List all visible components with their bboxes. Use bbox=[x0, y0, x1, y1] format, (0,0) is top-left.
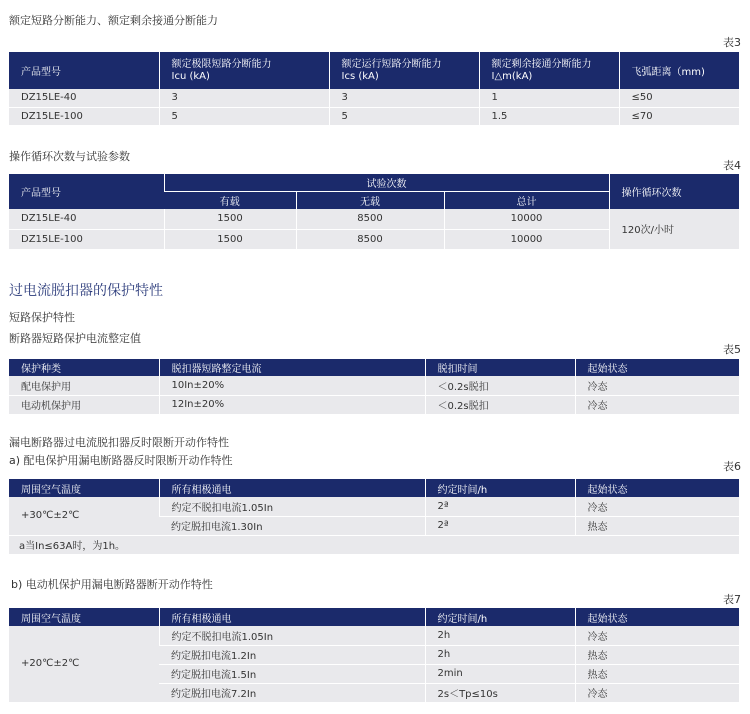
cell-model: DZ15LE-40 bbox=[9, 89, 159, 107]
cell-initial-state: 冷态 bbox=[575, 376, 739, 395]
header-trip-time: 脱扣时间 bbox=[425, 359, 575, 376]
short-circuit-table bbox=[9, 359, 739, 415]
header-trip-current: 脱扣器短路整定电流 bbox=[159, 359, 425, 376]
cell-idm: 1.5 bbox=[479, 107, 619, 125]
section-title-operation-cycles: 操作循环次数与试验参数 bbox=[9, 150, 130, 163]
table-footnote-row bbox=[9, 535, 739, 554]
cell-total: 10000 bbox=[444, 229, 609, 249]
cell-current: 约定脱扣电流1.2In bbox=[159, 645, 425, 664]
cell-arc: ≤50 bbox=[619, 89, 739, 107]
footnote: a当In≤63A时，为1h。 bbox=[9, 535, 739, 554]
cell-ics: 3 bbox=[329, 89, 479, 107]
subtitle-setting-values: 断路器短路保护电流整定值 bbox=[9, 332, 141, 345]
cell-icu: 5 bbox=[159, 107, 329, 125]
header-model: 产品型号 bbox=[9, 174, 164, 209]
cell-idm: 1 bbox=[479, 89, 619, 107]
cell-trip-time: ＜0.2s脱扣 bbox=[425, 395, 575, 414]
cell-current: 约定脱扣电流1.30In bbox=[159, 516, 425, 535]
cell-state: 热态 bbox=[575, 516, 739, 535]
table-label-5: 表5 bbox=[723, 343, 741, 356]
cell-model: DZ15LE-100 bbox=[9, 229, 164, 249]
cell-state: 冷态 bbox=[575, 683, 739, 702]
cell-temperature: +30℃±2℃ bbox=[9, 497, 159, 535]
subtitle-short-circuit: 短路保护特性 bbox=[9, 311, 75, 324]
cell-unloaded: 8500 bbox=[296, 209, 444, 229]
cell-time: 2ª bbox=[425, 497, 575, 516]
cell-total: 10000 bbox=[444, 209, 609, 229]
cell-time: 2ª bbox=[425, 516, 575, 535]
header-cycle-count: 操作循环次数 bbox=[609, 174, 739, 209]
cell-model: DZ15LE-100 bbox=[9, 107, 159, 125]
header-test-count: 试验次数 bbox=[164, 174, 609, 191]
ratings-table bbox=[9, 52, 739, 126]
header-arc-distance: 飞弧距离（mm) bbox=[619, 52, 739, 89]
table-row bbox=[9, 89, 739, 107]
cell-current: 约定脱扣电流7.2In bbox=[159, 683, 425, 702]
header-agreed-time: 约定时间/h bbox=[425, 608, 575, 626]
cell-initial-state: 冷态 bbox=[575, 395, 739, 414]
cell-protection-type: 电动机保护用 bbox=[9, 395, 159, 414]
cell-trip-current: 12In±20% bbox=[159, 395, 425, 414]
cell-trip-current: 10In±20% bbox=[159, 376, 425, 395]
table-row bbox=[9, 395, 739, 414]
cell-state: 热态 bbox=[575, 645, 739, 664]
header-initial-state: 起始状态 bbox=[575, 479, 739, 497]
table-label-4: 表4 bbox=[723, 159, 741, 172]
cell-time: 2s＜Tp≤10s bbox=[425, 683, 575, 702]
header-loaded: 有载 bbox=[164, 191, 296, 209]
header-unloaded: 无载 bbox=[296, 191, 444, 209]
section-title-ratings: 额定短路分断能力、额定剩余接通分断能力 bbox=[9, 14, 218, 27]
subtitle-motor: b) 电动机保护用漏电断路器断开动作特性 bbox=[11, 578, 213, 591]
header-agreed-time: 约定时间/h bbox=[425, 479, 575, 497]
header-icu: 额定极限短路分断能力 Icu (kA) bbox=[159, 52, 329, 89]
cell-time: 2min bbox=[425, 664, 575, 683]
table-row bbox=[9, 626, 739, 645]
operation-cycles-table bbox=[9, 174, 739, 250]
header-total: 总计 bbox=[444, 191, 609, 209]
header-ics: 额定运行短路分断能力 Ics (kA) bbox=[329, 52, 479, 89]
header-initial-state: 起始状态 bbox=[575, 608, 739, 626]
header-protection-type: 保护种类 bbox=[9, 359, 159, 376]
motor-protection-table bbox=[9, 608, 739, 703]
cell-loaded: 1500 bbox=[164, 229, 296, 249]
cell-arc: ≤70 bbox=[619, 107, 739, 125]
table-row bbox=[9, 497, 739, 516]
cell-unloaded: 8500 bbox=[296, 229, 444, 249]
cell-icu: 3 bbox=[159, 89, 329, 107]
header-model: 产品型号 bbox=[9, 52, 159, 89]
cell-cycle-rate: 120次/小时 bbox=[609, 209, 739, 249]
cell-state: 冷态 bbox=[575, 497, 739, 516]
cell-time: 2h bbox=[425, 645, 575, 664]
header-idm: 额定剩余接通分断能力 I△m(kA) bbox=[479, 52, 619, 89]
table-row bbox=[9, 107, 739, 125]
section-title-inverse-time: 漏电断路器过电流脱扣器反时限断开动作特性 bbox=[9, 436, 229, 449]
table-row bbox=[9, 376, 739, 395]
table-label-6: 表6 bbox=[723, 460, 741, 473]
cell-temperature: +20℃±2℃ bbox=[9, 626, 159, 702]
cell-loaded: 1500 bbox=[164, 209, 296, 229]
table-row bbox=[9, 209, 739, 229]
distribution-protection-table bbox=[9, 479, 739, 555]
cell-protection-type: 配电保护用 bbox=[9, 376, 159, 395]
header-ambient-temp: 周围空气温度 bbox=[9, 608, 159, 626]
cell-current: 约定不脱扣电流1.05In bbox=[159, 497, 425, 516]
cell-current: 约定不脱扣电流1.05In bbox=[159, 626, 425, 645]
header-all-poles: 所有相极通电 bbox=[159, 608, 425, 626]
cell-state: 冷态 bbox=[575, 626, 739, 645]
cell-state: 热态 bbox=[575, 664, 739, 683]
cell-current: 约定脱扣电流1.5In bbox=[159, 664, 425, 683]
table-label-3: 表3 bbox=[723, 36, 741, 49]
subtitle-distribution: a) 配电保护用漏电断路器反时限断开动作特性 bbox=[9, 454, 233, 467]
cell-trip-time: ＜0.2s脱扣 bbox=[425, 376, 575, 395]
cell-model: DZ15LE-40 bbox=[9, 209, 164, 229]
table-label-7: 表7 bbox=[723, 593, 741, 606]
section-heading-overcurrent: 过电流脱扣器的保护特性 bbox=[9, 283, 163, 299]
header-ambient-temp: 周围空气温度 bbox=[9, 479, 159, 497]
header-initial-state: 起始状态 bbox=[575, 359, 739, 376]
header-all-poles: 所有相极通电 bbox=[159, 479, 425, 497]
cell-ics: 5 bbox=[329, 107, 479, 125]
cell-time: 2h bbox=[425, 626, 575, 645]
